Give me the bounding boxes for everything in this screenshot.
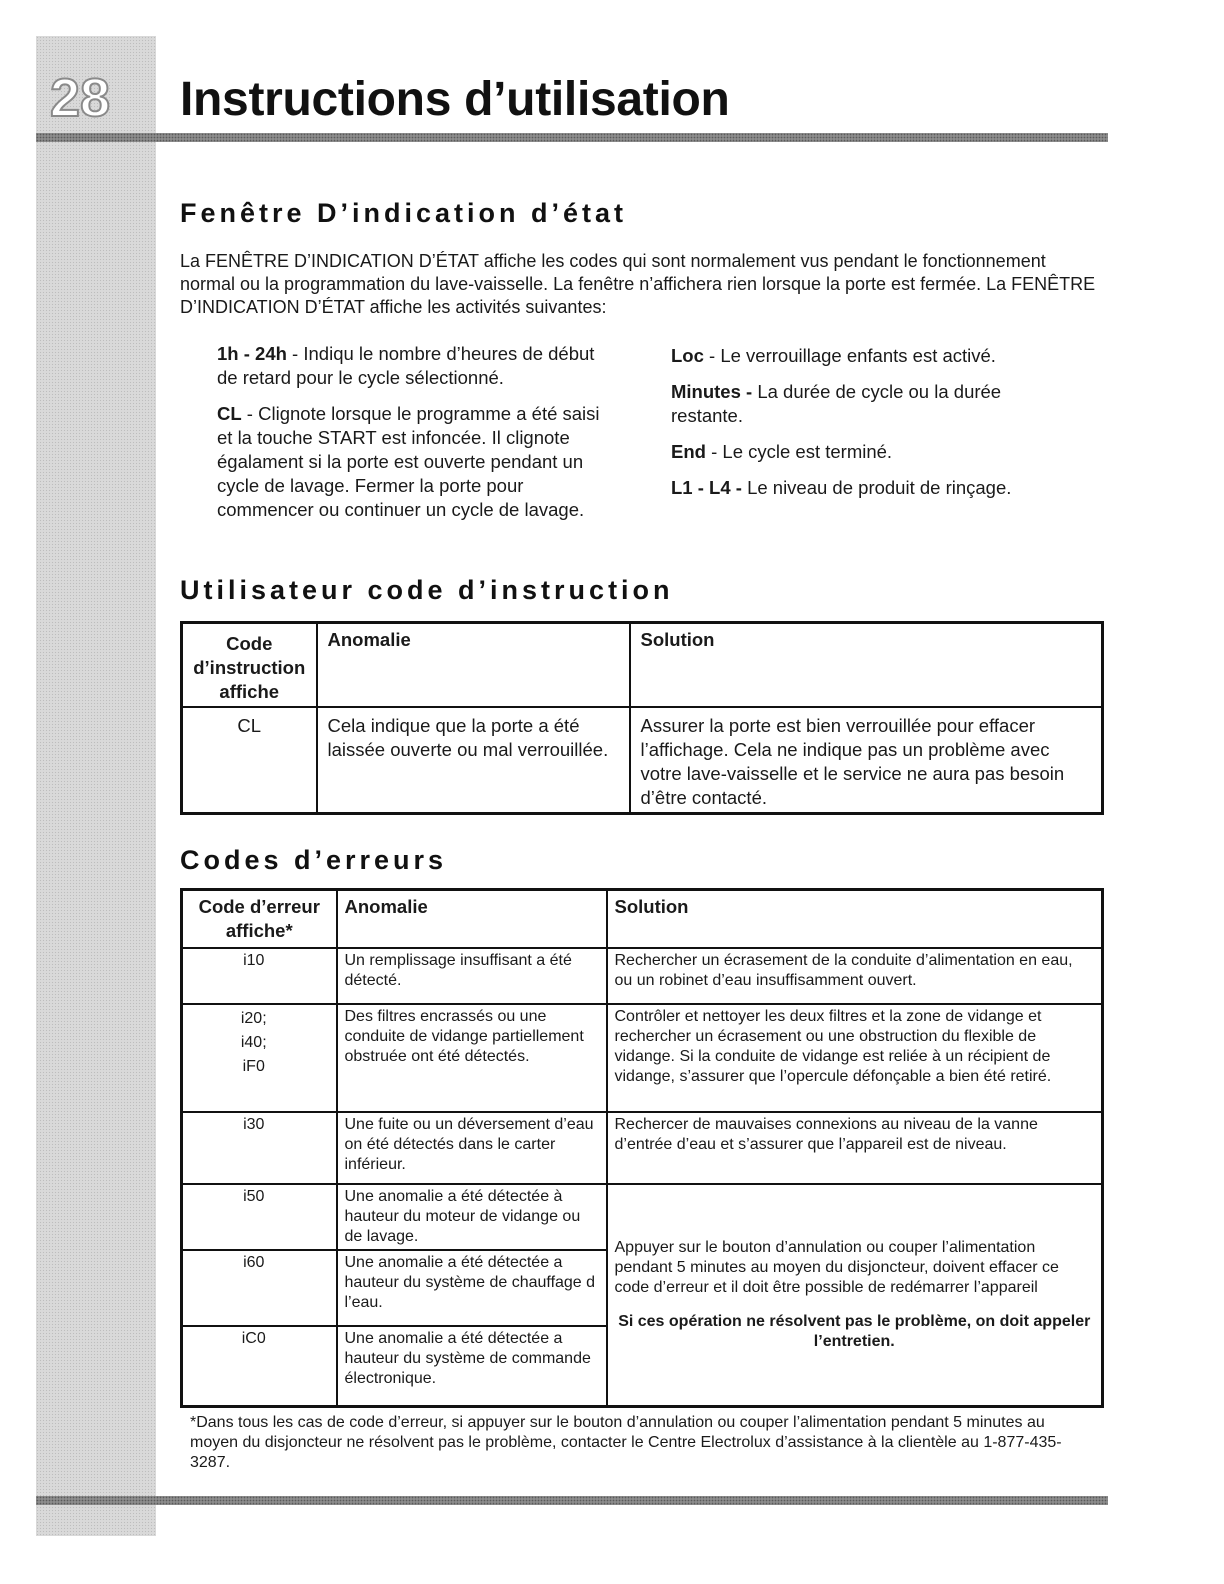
user-codes-table — [180, 621, 1104, 815]
column-header: Anomalie — [317, 623, 630, 708]
top-rule — [36, 133, 1108, 142]
shared-solution-note: Si ces opération ne résolvent pas le problème, on doit appeler l’entretien. — [618, 1312, 1091, 1350]
anomaly-cell: Un remplissage insuffisant a été détecté. — [337, 948, 607, 1004]
user-codes-heading: Utilisateur code d’instruction — [180, 575, 674, 605]
code-cell: i50 — [182, 1184, 337, 1250]
status-codes-right — [671, 344, 1071, 512]
status-code-item: Loc - Le verrouillage enfants est activé. — [671, 345, 996, 366]
footnote: *Dans tous les cas de code d’erreur, si appuyer sur le bouton d’annulation ou couper l’alimentation pendant 5 minutes au moyen du disjoncteur ne résolvent pas le problème, contacter le Centre Electrolux d’assistance à la clientèle au 1-877-435-3287. — [190, 1414, 1062, 1471]
code-cell: iC0 — [182, 1326, 337, 1406]
table-row — [182, 1004, 1103, 1112]
table-row — [182, 1184, 1103, 1250]
table-row — [182, 707, 1103, 814]
solution-cell: Rechercher un écrasement de la conduite d’alimentation en eau, ou un robinet d’eau insuffisamment ouvert. — [607, 948, 1103, 1004]
shared-solution-cell — [607, 1184, 1103, 1406]
table-row — [182, 1112, 1103, 1184]
sidebar-band — [36, 36, 156, 1536]
page-title: Instructions d’utilisation — [180, 73, 730, 126]
code-cell: i30 — [182, 1112, 337, 1184]
anomaly-cell: Cela indique que la porte a été laissée ouverte ou mal verrouillée. — [317, 707, 630, 814]
status-code-item: Minutes - La durée de cycle ou la durée restante. — [671, 381, 1002, 426]
table-row — [182, 948, 1103, 1004]
bottom-rule — [36, 1496, 1108, 1505]
status-code-item: End - Le cycle est terminé. — [671, 441, 893, 462]
table-header-row — [182, 623, 1103, 708]
column-header: Solution — [607, 890, 1103, 949]
column-header: Code d’erreur affiche* — [182, 890, 337, 949]
error-codes-table — [180, 888, 1104, 1408]
table-header-row — [182, 890, 1103, 949]
solution-cell: Contrôler et nettoyer les deux filtres et la zone de vidange et rechercher un écrasement ou une obstruction du flexible de vidange. Si la conduite de vidange est reliée à un récipient de vidange, s’assurer que l’opercule défonçable a bien été retiré. — [607, 1004, 1103, 1112]
code-cell: i20; i40; iF0 — [182, 1004, 337, 1112]
solution-cell: Assurer la porte est bien verrouillée pour effacer l’affichage. Cela ne indique pas un problème avec votre lave-vaisselle et le service ne aura pas besoin d’être contacté. — [630, 707, 1103, 814]
solution-cell: Rechercer de mauvaises connexions au niveau de la vanne d’entrée d’eau et s’assurer que l’appareil est de niveau. — [607, 1112, 1103, 1184]
anomaly-cell: Une anomalie a été détectée à hauteur du moteur de vidange ou de lavage. — [337, 1184, 607, 1250]
column-header: Code d’instruction affiche — [182, 623, 317, 708]
status-codes-left — [217, 342, 602, 534]
status-code-item: CL - Clignote lorsque le programme a été saisi et la touche START est infoncée. Il clignote égalament si la porte est ouverte pendant un cycle de lavage. Fermer la porte pour commencer ou continuer un cycle de lavage. — [217, 403, 600, 520]
page-number: 28 — [50, 68, 111, 128]
status-code-item: 1h - 24h - Indiqu le nombre d’heures de début de retard pour le cycle sélectionné. — [217, 343, 595, 388]
code-cell: i10 — [182, 948, 337, 1004]
error-codes-heading: Codes d’erreurs — [180, 845, 448, 875]
anomaly-cell: Une anomalie a été détectée a hauteur du système de chauffage d l’eau. — [337, 1250, 607, 1326]
status-window-heading: Fenêtre D’indication d’état — [180, 198, 628, 228]
column-header: Solution — [630, 623, 1103, 708]
shared-solution-text: Appuyer sur le bouton d’annulation ou couper l’alimentation pendant 5 minutes au moyen du disjoncteur, doivent effacer ce code d’erreur et il doit être possible de redémarrer l’appareil — [614, 1238, 1059, 1296]
code-cell: i60 — [182, 1250, 337, 1326]
code-cell: CL — [182, 707, 317, 814]
status-intro: La FENÊTRE D’INDICATION D’ÉTAT affiche les codes qui sont normalement vus pendant le fonctionnement normal ou la programmation du lave-vaisselle. La fenêtre n’affichera rien lorsque la porte est fermée. La FENÊTRE D’INDICATION D’ÉTAT affiche les activités suivantes: — [180, 251, 1096, 317]
anomaly-cell: Une anomalie a été détectée a hauteur du système de commande électronique. — [337, 1326, 607, 1406]
status-code-item: L1 - L4 - Le niveau de produit de rinçage. — [671, 477, 1012, 498]
anomaly-cell: Des filtres encrassés ou une conduite de vidange partiellement obstruée ont été détectés. — [337, 1004, 607, 1112]
anomaly-cell: Une fuite ou un déversement d’eau on été détectés dans le carter inférieur. — [337, 1112, 607, 1184]
column-header: Anomalie — [337, 890, 607, 949]
